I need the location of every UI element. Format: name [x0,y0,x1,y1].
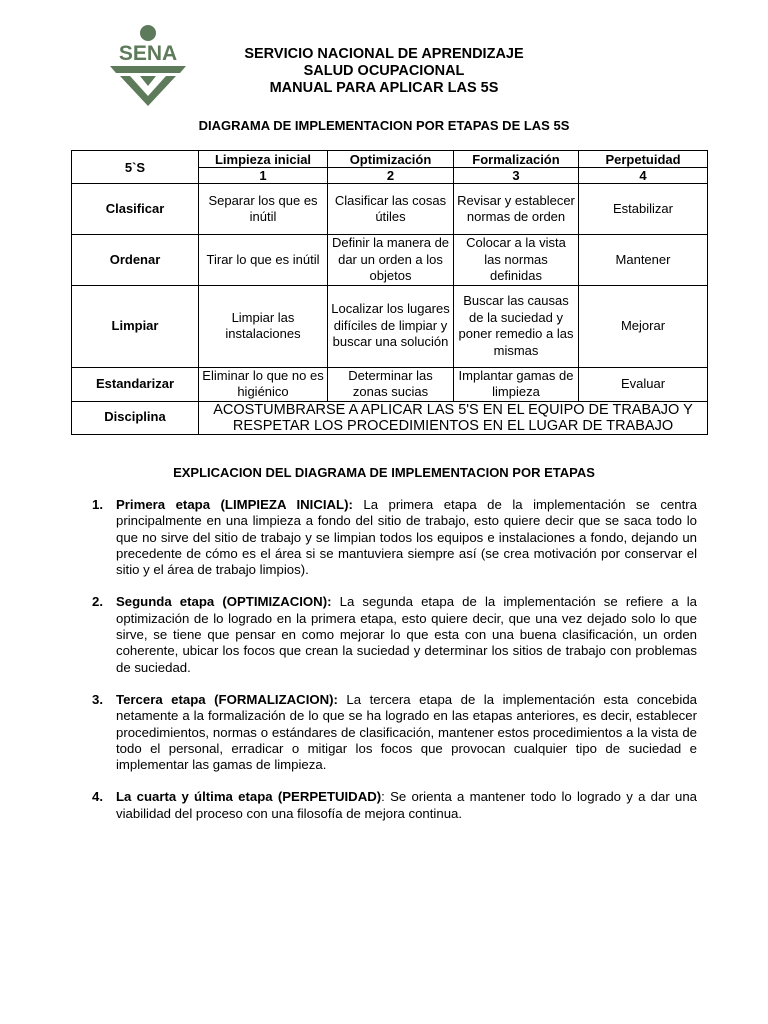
table-cell: Eliminar lo que no es higiénico [199,367,328,401]
row-label: Clasificar [72,184,199,235]
table-cell: Limpiar las instalaciones [199,285,328,367]
table-cell: Buscar las causas de la suciedad y poner remedio a las mismas [454,285,579,367]
explanation-title: EXPLICACION DEL DIAGRAMA DE IMPLEMENTACION POR ETAPAS [173,465,595,480]
table-title: DIAGRAMA DE IMPLEMENTACION POR ETAPAS DE LAS 5S [198,118,570,133]
table-cell: Mantener [579,235,708,286]
document-header [190,46,578,97]
table-cell: Estabilizar [579,184,708,235]
column-header: Perpetuidad [579,151,708,168]
table-row [72,235,708,286]
row-label: Ordenar [72,235,199,286]
table-header-row [72,151,708,168]
column-header: Formalización [454,151,579,168]
column-number: 4 [579,168,708,184]
implementation-table [71,150,708,435]
sena-logo [106,22,190,106]
table-cell: Determinar las zonas sucias [328,367,454,401]
table-cell: Mejorar [579,285,708,367]
item-text: La segunda etapa de la implementación se refiere a la optimización de lo logrado en la primera etapa, esto quiere decir, que una vez dejado solo lo que sirve, se tiene que pensar en como mejorar lo que esta con una buena clasificación, un orden coherente, ubicar los focos que crean la suciedad y determinar los sitios de trabajo con problemas de suciedad. [116,594,698,675]
table-cell: Localizar los lugares difíciles de limpiar y buscar una solución [328,285,454,367]
row-label: Disciplina [72,401,199,434]
column-header: Optimización [328,151,454,168]
table-cell: Tirar lo que es inútil [199,235,328,286]
list-item [92,789,697,822]
logo-text: SENA [118,42,178,65]
table-row [72,184,708,235]
item-number: 4. [92,789,103,805]
table-row-discipline [72,401,708,434]
item-label: Tercera etapa (FORMALIZACION): [116,691,338,707]
item-text: : Se orienta a mantener todo lo logrado y a dar una viabilidad del proceso con una filosofía de mejora continua. [116,789,697,821]
sena-logo-icon [106,22,190,106]
item-label: Segunda etapa (OPTIMIZACION): [116,594,332,610]
header-line-1: SERVICIO NACIONAL DE APRENDIZAJE [244,46,524,62]
header-line-3: MANUAL PARA APLICAR LAS 5S [269,80,499,96]
row-label: Estandarizar [72,367,199,401]
table-cell: Definir la manera de dar un orden a los objetos [328,235,454,286]
discipline-cell: ACOSTUMBRARSE A APLICAR LAS 5'S EN EL EQUIPO DE TRABAJO Y RESPETAR LOS PROCEDIMIENTOS EN EL LUGAR DE TRABAJO [199,401,708,434]
stage-list [92,497,697,838]
header-line-2: SALUD OCUPACIONAL [303,63,465,79]
table-cell: Revisar y establecer normas de orden [454,184,579,235]
item-number: 3. [92,691,103,707]
table-cell: Evaluar [579,367,708,401]
table-row [72,285,708,367]
item-text: La tercera etapa de la implementación esta concebida netamente a la formalización de lo que se ha logrado en las etapas anteriores, es decir, establecer procedimientos, normas o estándares de clasificación, mantener estos procedimientos a la vista de todo el personal, erradicar o mitigar los focos que provocan cualquier tipo de suciedad e implementar las gamas de limpieza. [116,691,697,773]
column-number: 2 [328,168,454,184]
corner-cell: 5`S [72,151,199,184]
table-cell: Colocar a la vista las normas definidas [454,235,579,286]
item-number: 1. [92,497,103,512]
row-label: Limpiar [72,285,199,367]
item-label: Primera etapa (LIMPIEZA INICIAL): [116,497,353,512]
table-cell: Separar los que es inútil [199,184,328,235]
item-text: La primera etapa de la implementación se centra principalmente en una limpieza a fondo del sitio de trabajo, esto quiere decir que se saca todo lo que no sirve del sitio de trabajo y se limpian todos los equipos e instalaciones a fondo, dejando un precedente de cómo es el área si se mantuviera siempre así (se crea motivación por conservar el sitio y el área de trabajo limpios). [116,497,697,578]
list-item [92,497,697,578]
table-cell: Implantar gamas de limpieza [454,367,579,401]
table-cell: Clasificar las cosas útiles [328,184,454,235]
column-number: 1 [199,168,328,184]
item-label: La cuarta y última etapa (PERPETUIDAD) [116,789,382,805]
item-number: 2. [92,594,103,610]
table-row [72,367,708,401]
column-number: 3 [454,168,579,184]
list-item [92,594,697,675]
list-item [92,692,697,773]
column-header: Limpieza inicial [199,151,328,168]
